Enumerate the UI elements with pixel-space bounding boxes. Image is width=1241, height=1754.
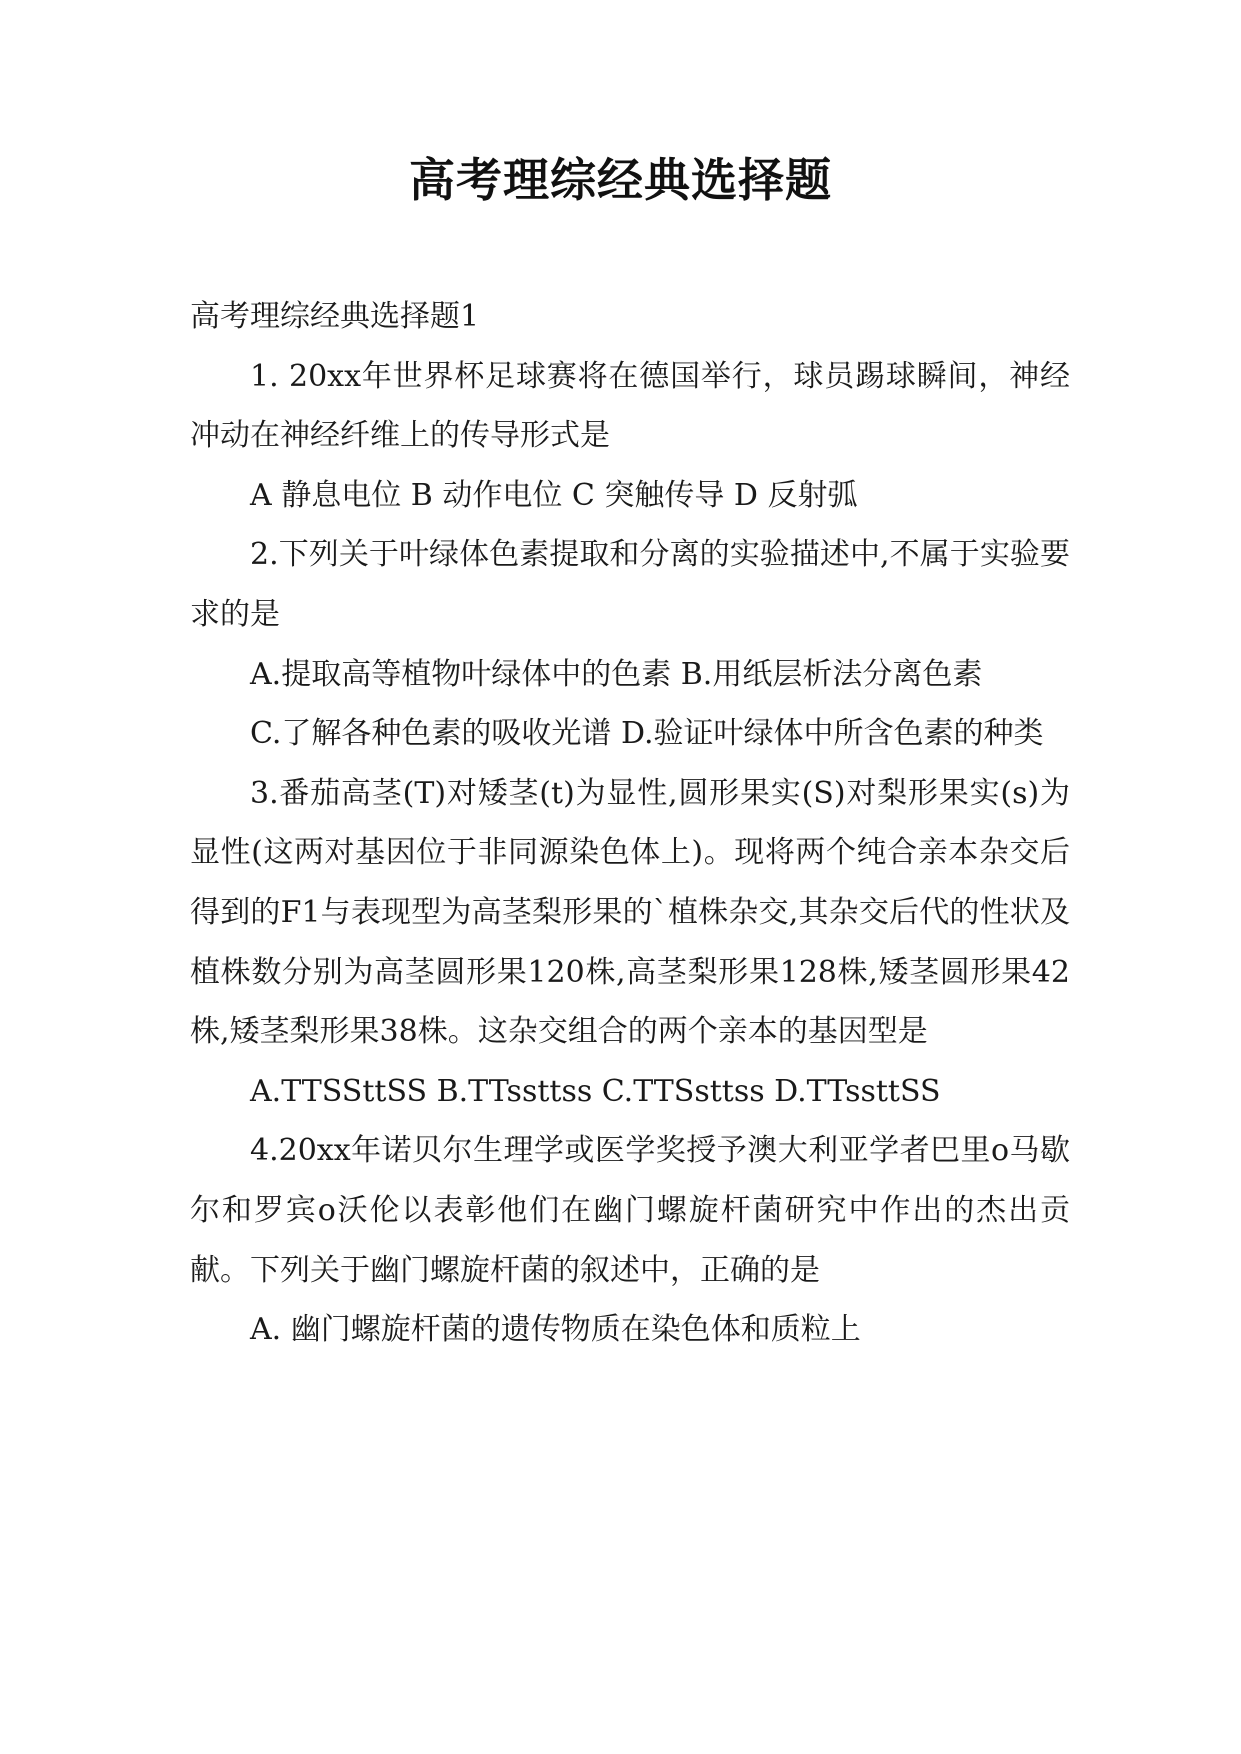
paragraph: 2.下列关于叶绿体色素提取和分离的实验描述中,不属于实验要求的是 [190,537,1070,632]
paragraph: C.了解各种色素的吸收光谱 D.验证叶绿体中所含色素的种类 [250,716,1044,752]
paragraph: A. 幽门螺旋杆菌的遗传物质在染色体和质粒上 [250,1312,861,1348]
paragraph: A.TTSSttSS B.TTssttss C.TTSsttss D.TTssttSS [250,1073,941,1109]
section-heading: 高考理综经典选择题1 [190,299,480,334]
paragraph: 4.20xx年诺贝尔生理学或医学奖授予澳大利亚学者巴里o马歇尔和罗宾o沃伦以表彰他们在幽门螺旋杆菌研究中作出的杰出贡献。下列关于幽门螺旋杆菌的叙述中，正确的是 [190,1133,1070,1288]
paragraph: A.提取高等植物叶绿体中的色素 B.用纸层析法分离色素 [250,656,983,692]
paragraph: 3.番茄高茎(T)对矮茎(t)为显性,圆形果实(S)对梨形果实(s)为显性(这两对基因位于非同源染色体上)。现将两个纯合亲本杂交后得到的F1与表现型为高茎梨形果的`植株杂交,其杂交后代的性状及植株数分别为高茎圆形果120株,高茎梨形果128株,矮茎圆形果42株,矮茎梨形果38株。这杂交组合的两个亲本的基因型是 [190,775,1070,1050]
paragraph: 1. 20xx年世界杯足球赛将在德国举行，球员踢球瞬间，神经冲动在神经纤维上的传导形式是 [190,358,1070,454]
paragraph: A 静息电位 B 动作电位 C 突触传导 D 反射弧 [250,477,858,513]
document-title: 高考理综经典选择题 [409,153,832,207]
document-body [190,287,1070,1360]
